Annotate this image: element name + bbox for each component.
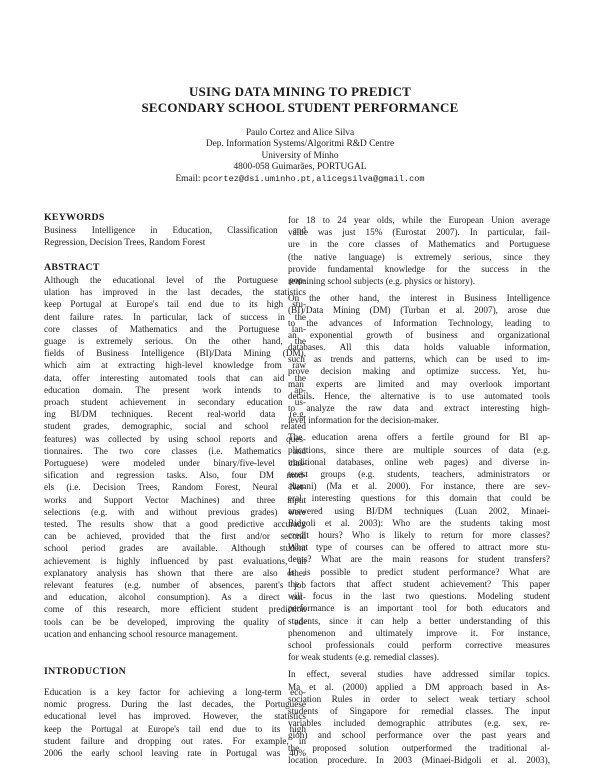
text-line: terest groups (e.g. students, teachers, administrators or (288, 469, 550, 480)
text-line: nomic progress. During the last decades, the Portuguese (44, 699, 306, 710)
text-line: explanatory analysis has shown that there are also other (44, 567, 306, 578)
text-line: features) was collected by using school reports and ques- (44, 433, 306, 444)
text-line: to analyze the raw data and extract interesting high- (288, 403, 550, 414)
text-line: students of Singapore for remedial classes. The input (288, 705, 550, 716)
text-line: ulation has improved in the last decades, the statistics (44, 287, 306, 298)
text-line: On the other hand, the interest in Business Intelligence (288, 293, 550, 304)
keywords-heading: KEYWORDS (44, 212, 105, 223)
text-line: details. Hence, the alternative is to use automated tools (288, 390, 550, 401)
text-line: man experts are limited and may overlook important (288, 378, 550, 389)
text-line: fields of Business Intelligence (BI)/Data Mining (DM), (44, 348, 306, 359)
text-line: student failure and dropping out rates. For example, in (44, 735, 306, 746)
text-line: answered using BI/DM techniques (Luan 2002, Minaei- (288, 505, 550, 516)
text-line: an exponential growth of business and organizational (288, 329, 550, 340)
text-line: Bidgoli et al. 2003): Who are the students taking most (288, 517, 550, 528)
text-line: remaining school subjects (e.g. physics or history). (288, 276, 476, 287)
text-line: Is is possible to predict student performance? What are (288, 566, 550, 577)
author-block (0, 128, 600, 185)
text-line: keep Portugal at Europe's tail end due to its high stu- (44, 299, 306, 310)
email-address: pcortez@dsi.uminho.pt,alicegsilva@gmail.com (202, 173, 425, 184)
text-line: sociation Rules in order to select weak tertiary school (288, 693, 550, 704)
introduction-section (44, 666, 306, 759)
paper-title (0, 84, 600, 115)
text-line: variables included demographic attributes (e.g. sex, re- (288, 718, 550, 729)
text-line: keep the Portugal at Europe's tail end due to its high (44, 723, 306, 734)
text-line: student grades, demographic, social and school related (44, 421, 306, 432)
text-line: will focus in the last two questions. Modeling student (288, 591, 550, 602)
right-paragraph-1 (288, 214, 550, 287)
keywords-section (44, 212, 306, 248)
text-line: In effect, several studies have addressed similar topics. (288, 669, 550, 680)
text-line: for weak students (e.g. remedial classes). (288, 652, 440, 663)
text-line: eral interesting questions for this domain that could be (288, 493, 550, 504)
text-line: The education arena offers a fertile ground for BI ap- (288, 432, 550, 443)
text-line: Education is a key factor for achieving a long-term eco- (44, 687, 306, 697)
text-line: education domain. The present work intends to ap- (44, 384, 306, 395)
text-line: data, offer interesting automated tools that can aid the (44, 372, 306, 383)
text-line: achievement is highly influenced by past evaluations, an (44, 555, 306, 566)
text-line: dent failure rates. In particular, lack of success in the (44, 311, 306, 322)
text-line: school professionals could perform corrective measures (288, 639, 550, 650)
text-line: provide fundamental knowledge for the success in the (288, 263, 550, 274)
abstract-text (44, 274, 306, 640)
text-line: databases. All this data holds valuable information, (288, 342, 550, 353)
text-line: guage is extremely serious. On the other hand, the (44, 336, 306, 347)
text-line: performance is an important tool for both educators and (288, 603, 550, 614)
text-line: come of this research, more efficient student prediction (44, 604, 306, 615)
text-line: els (i.e. Decision Trees, Random Forest, Neural Net- (44, 482, 306, 493)
text-line: prove decision making and optimize success. Yet, hu- (288, 366, 550, 377)
text-line: phenomenon and ultimately improve it. For instance, (288, 627, 550, 638)
text-line: 2006 the early school leaving rate in Portugal was 40% (44, 748, 306, 759)
text-line: ucation and enhancing school resource management. (44, 628, 238, 639)
text-line: Portuguese) were modeled under binary/five-level clas- (44, 458, 306, 469)
text-line: which aim at extracting high-level knowledge from raw (44, 360, 306, 371)
keywords-text (44, 224, 306, 248)
text-line: location procedure. In 2003 (Minaei-Bidgoli et al. 2003), (288, 754, 550, 765)
text-line: (BI)/Data Mining (DM) (Turban et al. 2007), arose due (288, 305, 550, 316)
text-line: relevant features (e.g. number of absences, parent's job (44, 580, 306, 591)
author-department: Dep. Information Systems/Algoritmi R&D Centre (205, 139, 395, 150)
text-line: credit hours? Who is likely to return for more classes? (288, 530, 550, 541)
title-line-1: USING DATA MINING TO PREDICT (188, 84, 412, 99)
text-line: tionnaires. The two core classes (i.e. Mathematics and (44, 445, 306, 456)
text-line: What type of courses can be offered to attract more stu- (288, 542, 550, 553)
text-line: alumni) (Ma et al. 2000). For instance, there are sev- (288, 481, 550, 492)
text-line: proach student achievement in secondary education us- (44, 397, 306, 408)
text-line: (the native language) is extremely serious, since they (288, 251, 550, 262)
author-email (0, 174, 600, 185)
author-names: Paulo Cortez and Alice Silva (245, 128, 355, 138)
right-paragraph-3 (288, 431, 550, 663)
abstract-heading: ABSTRACT (44, 262, 100, 273)
text-line: educational level has improved. However, the statistics (44, 711, 306, 722)
text-line: sification and regression tasks. Also, four DM mod- (44, 470, 306, 481)
text-line: selections (e.g. with and without previous grades) were (44, 506, 306, 517)
text-line: traditional databases, online web pages) and diverse in- (288, 456, 550, 467)
author-university: University of Minho (261, 150, 339, 161)
text-line: ing BI/DM techniques. Recent real-world data (e.g. (44, 409, 306, 420)
text-line: ure in the core classes of Mathematics and Portuguese (288, 239, 550, 250)
text-line: works and Support Vector Machines) and three input (44, 494, 306, 505)
text-line: core classes of Mathematics and the Portuguese lan- (44, 323, 306, 334)
right-column (288, 214, 550, 766)
text-line: Ma et al. (2000) applied a DM approach based in As- (288, 681, 550, 692)
text-line: Business Intelligence in Education, Classification and (44, 225, 306, 235)
introduction-text (44, 686, 306, 759)
text-line: Although the educational level of the Portuguese pop- (44, 275, 306, 285)
text-line: tested. The results show that a good predictive accuracy (44, 519, 306, 530)
text-line: students, since it can help a better understanding of this (288, 615, 550, 626)
introduction-heading: INTRODUCTION (44, 666, 126, 677)
author-address: 4800-058 Guimarães, PORTUGAL (233, 162, 367, 173)
text-line: and education, alcohol consumption). As a direct out- (44, 592, 306, 603)
text-line: value was just 15% (Eurostat 2007). In particular, fail- (288, 227, 550, 238)
text-line: level information for the decision-maker. (288, 415, 439, 426)
text-line: tools can be be developed, improving the quality of ed- (44, 616, 306, 627)
text-line: can be achieved, provided that the first and/or second (44, 531, 306, 542)
text-line: school period grades are available. Although student (44, 543, 306, 554)
email-label: Email: (175, 173, 203, 184)
text-line: dents? What are the main reasons for student transfers? (288, 554, 550, 565)
text-line: the factors that affect student achievement? This paper (288, 578, 550, 589)
text-line: to the advances of Information Technology, leading to (288, 317, 550, 328)
text-line: such as trends and patterns, which can be used to im- (288, 354, 550, 365)
right-paragraph-2 (288, 292, 550, 426)
text-line: plications, since there are multiple sources of data (e.g. (288, 444, 550, 455)
text-line: Regression, Decision Trees, Random Forest (44, 237, 206, 248)
right-paragraph-4 (288, 668, 550, 766)
abstract-section (44, 262, 306, 640)
text-line: for 18 to 24 year olds, while the European Union average (288, 215, 550, 225)
text-line: gion) and school performance over the past years and (288, 730, 550, 741)
text-line: the proposed solution outperformed the traditional al- (288, 742, 550, 753)
title-line-2: SECONDARY SCHOOL STUDENT PERFORMANCE (141, 99, 459, 115)
